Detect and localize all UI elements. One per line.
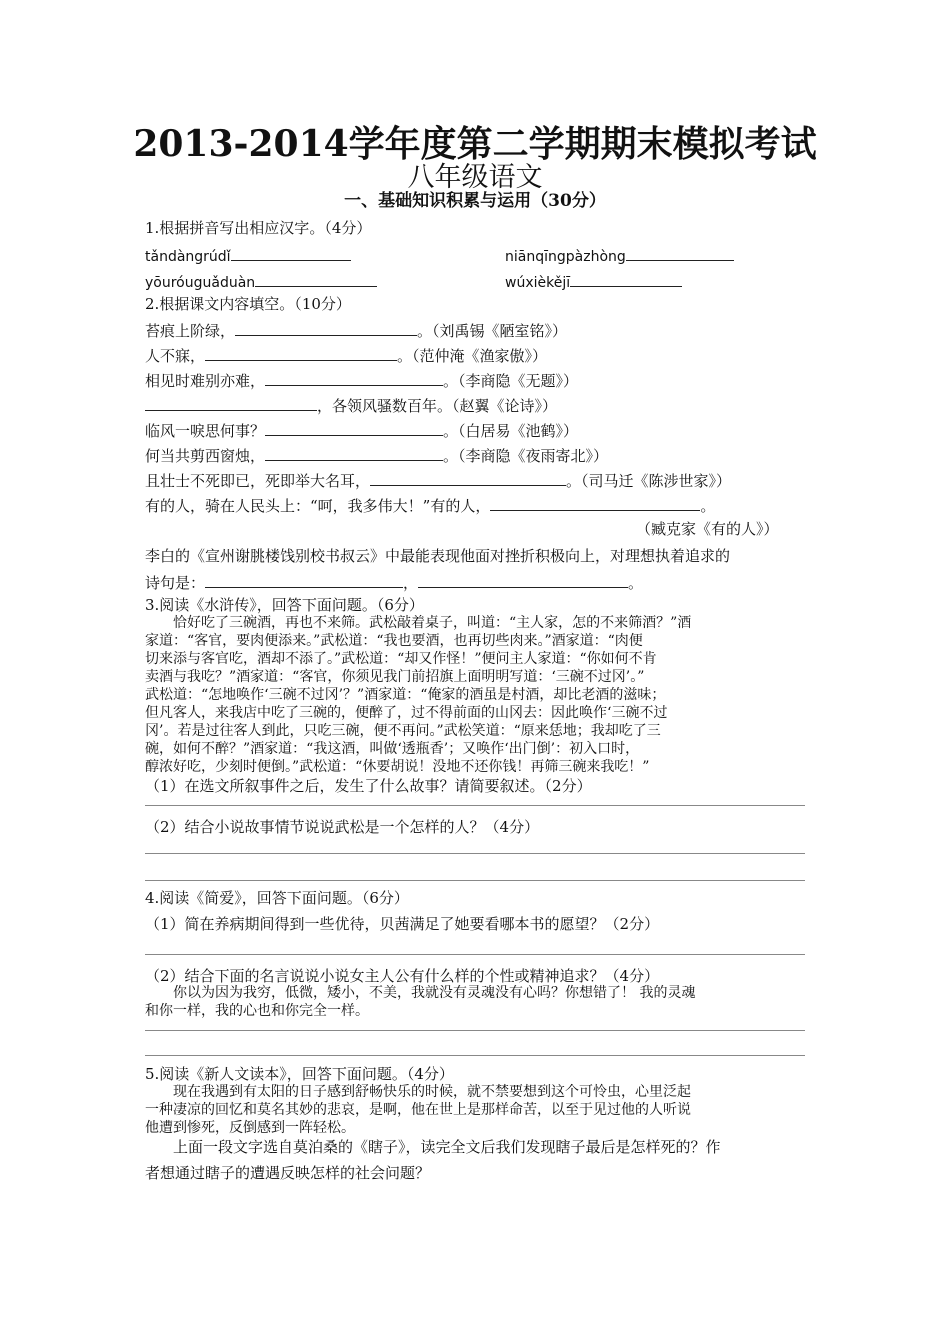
q4-sub-1: （1）简在养病期间得到一些优待，贝茜满足了她要看哪本书的愿望？（2分）	[145, 915, 660, 933]
q2-line-5	[145, 419, 578, 441]
section-heading: 一、基础知识积累与运用（30分）	[344, 191, 606, 211]
q4-quote-line: 你以为因为我穷，低微，矮小，不美，我就没有灵魂没有心吗？你想错了！ 我的灵魂	[173, 985, 696, 1001]
q3-passage-line: 恰好吃了三碗酒，再也不来筛。武松敲着桌子，叫道：“主人家，怎的不来筛酒？”酒	[173, 615, 692, 631]
q3-sub-2: （2）结合小说故事情节说说武松是一个怎样的人？（4分）	[145, 818, 540, 836]
answer-blank[interactable]	[235, 319, 417, 336]
line-text: ，	[403, 574, 419, 592]
line-text: 诗句是：	[145, 574, 206, 592]
q2-line-8-source: （臧克家《有的人》）	[636, 520, 779, 538]
line-text: 临风一唳思何事？	[145, 422, 266, 440]
line-text: 何当共剪西窗烛，	[145, 447, 266, 465]
q4-prompt: 4.阅读《简爱》，回答下面问题。（6分）	[145, 889, 409, 907]
q3-passage-line: 卖酒与我吃？”酒家道：“客官，你须见我门前招旗上面明明写道：‘三碗不过冈’。”	[145, 669, 645, 685]
answer-blank[interactable]	[265, 369, 443, 386]
q2-last-line-1: 李白的《宣州谢朓楼饯别校书叔云》中最能表现他面对挫折积极向上，对理想执着追求的	[145, 547, 731, 565]
q2-last-line-2	[145, 571, 643, 593]
q2-line-1	[145, 319, 567, 341]
answer-blank[interactable]	[145, 394, 317, 411]
q1-item-1	[145, 244, 351, 267]
answer-blank[interactable]	[626, 244, 734, 261]
q4-quote-line: 和你一样，我的心也和你完全一样。	[145, 1003, 369, 1019]
q5-question-line: 上面一段文字选自莫泊桑的《瞎子》，读完全文后我们发现瞎子最后是怎样死的？作	[173, 1138, 721, 1156]
line-text: 有的人，骑在人民头上：“呵，我多伟大！”有的人，	[145, 497, 491, 515]
q3-passage-line: 切来添与客官吃，酒却不添了。”武松道：“却又作怪！”便问主人家道：“你如何不肯	[145, 651, 657, 667]
line-text: 相见时难别亦难，	[145, 372, 266, 390]
pinyin-text: niānqīngpàzhòng	[505, 249, 626, 265]
line-source: 。（刘禹锡《陋室铭》）	[417, 322, 568, 340]
q3-passage-line: 碗，如何不醉？”酒家道：“我这酒，叫做‘透瓶香’；又唤作‘出门倒’：初入口时，	[145, 741, 640, 757]
q3-prompt: 3.阅读《水浒传》，回答下面问题。（6分）	[145, 596, 424, 614]
q2-line-3	[145, 369, 578, 391]
answer-line[interactable]	[145, 805, 805, 806]
answer-line[interactable]	[145, 853, 805, 854]
line-source: 。（李商隐《夜雨寄北》）	[443, 447, 609, 465]
q3-passage-line: 醇浓好吃，少刻时便倒。”武松道：“休要胡说！没地不还你钱！再筛三碗来我吃！”	[145, 759, 650, 775]
answer-blank[interactable]	[265, 444, 443, 461]
q1-item-2	[505, 244, 734, 267]
line-source: 。	[700, 497, 716, 515]
q5-passage-line: 一种凄凉的回忆和莫名其妙的悲哀，是啊，他在世上是那样命苦，以至于见过他的人听说	[145, 1102, 691, 1118]
q2-line-6	[145, 444, 608, 466]
q3-passage-line: 冈’。若是过往客人到此，只吃三碗，便不再问。”武松笑道：“原来恁地；我却吃了三	[145, 723, 661, 739]
line-text: 且壮士不死即已，死即举大名耳，	[145, 472, 371, 490]
answer-blank[interactable]	[205, 571, 403, 588]
pinyin-text: tǎndàngrúdǐ	[145, 249, 231, 265]
line-text: 苔痕上阶绿，	[145, 322, 236, 340]
line-text: 。	[628, 574, 644, 592]
answer-blank[interactable]	[205, 344, 397, 361]
exam-subtitle: 八年级语文	[407, 162, 543, 193]
line-source: 。（白居易《池鹤》）	[443, 422, 579, 440]
q5-passage-line: 现在我遇到有太阳的日子感到舒畅快乐的时候，就不禁要想到这个可怜虫，心里泛起	[173, 1084, 691, 1100]
answer-line[interactable]	[145, 880, 805, 881]
q2-line-2	[145, 344, 547, 366]
line-source: ，各领风骚数百年。（赵翼《论诗》）	[317, 397, 558, 415]
answer-line[interactable]	[145, 954, 805, 955]
answer-blank[interactable]	[265, 419, 443, 436]
q4-sub-2: （2）结合下面的名言说说小说女主人公有什么样的个性或精神追求？（4分）	[145, 967, 660, 985]
line-text: 人不寐，	[145, 347, 206, 365]
line-source: 。（范仲淹《渔家傲》）	[397, 347, 548, 365]
answer-blank[interactable]	[370, 469, 566, 486]
q1-item-3	[145, 270, 377, 293]
q3-passage-line: 武松道：“怎地唤作‘三碗不过冈’？”酒家道：“俺家的酒虽是村酒，却比老酒的滋味；	[145, 687, 666, 703]
answer-blank[interactable]	[255, 270, 377, 287]
pinyin-text: wúxièkějī	[505, 275, 571, 291]
q5-prompt: 5.阅读《新人文读本》，回答下面问题。（4分）	[145, 1065, 454, 1083]
exam-title: 2013-2014学年度第二学期期末模拟考试	[133, 123, 817, 165]
answer-blank[interactable]	[570, 270, 682, 287]
q3-passage-line: 但凡客人，来我店中吃了三碗的，便醉了，过不得前面的山冈去：因此唤作‘三碗不过	[145, 705, 668, 721]
answer-line[interactable]	[145, 1030, 805, 1031]
q2-line-4	[145, 394, 557, 416]
line-source: 。（李商隐《无题》）	[443, 372, 579, 390]
answer-blank[interactable]	[231, 244, 351, 261]
answer-blank[interactable]	[490, 494, 700, 511]
line-source: 。（司马迁《陈涉世家》）	[566, 472, 732, 490]
q2-line-8	[145, 494, 715, 516]
q5-passage-line: 他遭到惨死，反倒感到一阵轻松。	[145, 1120, 355, 1136]
q2-prompt: 2.根据课文内容填空。（10分）	[145, 295, 351, 313]
q5-question-line: 者想通过瞎子的遭遇反映怎样的社会问题？	[145, 1164, 431, 1182]
q1-prompt: 1.根据拼音写出相应汉字。（4分）	[145, 219, 372, 237]
q3-sub-1: （1）在选文所叙事件之后，发生了什么故事？请简要叙述。（2分）	[145, 777, 592, 795]
answer-blank[interactable]	[418, 571, 628, 588]
answer-line[interactable]	[145, 1055, 805, 1056]
pinyin-text: yōuróuguǎduàn	[145, 275, 256, 291]
q3-passage-line: 家道：“客官，要肉便添来。”武松道：“我也要酒，也再切些肉来。”酒家道：“肉便	[145, 633, 643, 649]
q1-item-4	[505, 270, 682, 293]
q2-line-7	[145, 469, 731, 491]
